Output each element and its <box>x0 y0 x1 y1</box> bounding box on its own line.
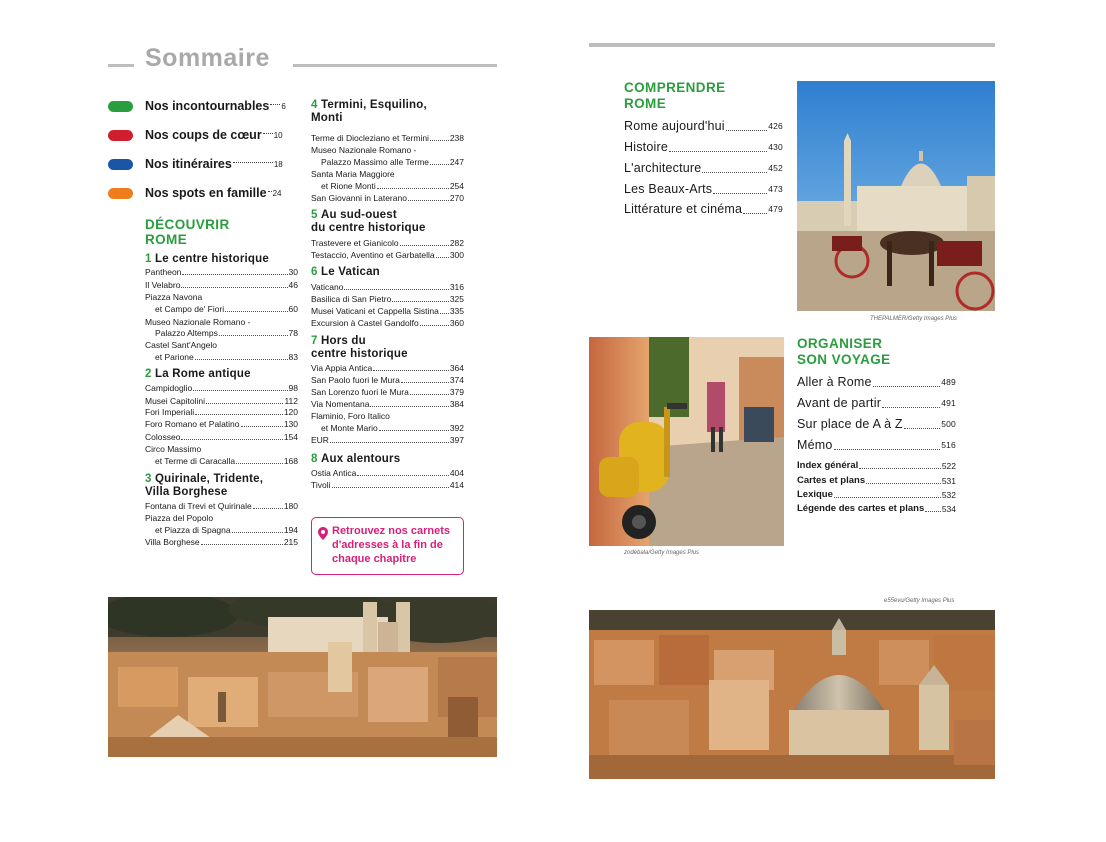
toc-entry[interactable]: Terme di Diocleziano et Termini 238 <box>311 133 464 143</box>
toc-entry[interactable]: EUR 397 <box>311 435 464 445</box>
photo-credit: THEPALMER/Getty Images Plus <box>870 316 957 322</box>
toc-entry[interactable]: L'architecture 452 <box>624 161 783 175</box>
chapter-5-title[interactable]: 5 Au sud-ouest du centre historique <box>311 209 426 234</box>
toc-entry[interactable]: Colosseo 154 <box>145 432 298 442</box>
dome-skyline-photo <box>589 610 995 779</box>
toc-entry[interactable]: Fori Imperiali 120 <box>145 407 298 417</box>
toc-entry[interactable]: Piazza del Popolo <box>145 513 214 523</box>
highlight-page: 18 <box>273 159 283 169</box>
chapter-4-title[interactable]: 4 Termini, Esquilino, Monti <box>311 99 427 124</box>
toc-entry[interactable]: et Campo de' Fiori 60 <box>155 304 298 314</box>
toc-entry[interactable]: et Monte Mario 392 <box>321 423 464 433</box>
toc-entry[interactable]: Index général 522 <box>797 460 956 471</box>
toc-entry[interactable]: Excursion à Castel Gandolfo 360 <box>311 318 464 328</box>
section-title-organiser: ORGANISER SON VOYAGE <box>797 336 891 367</box>
toc-entry[interactable]: Via Nomentana 384 <box>311 399 464 409</box>
highlight-coups-de-coeur[interactable] <box>108 128 283 142</box>
toc-entry[interactable]: Aller à Rome 489 <box>797 375 956 389</box>
toc-entry[interactable]: Lexique 532 <box>797 489 956 500</box>
toc-entry[interactable]: Flaminio, Foro Italico <box>311 411 390 421</box>
toc-entry[interactable]: et Terme di Caracalla 168 <box>155 456 298 466</box>
toc-entry[interactable]: Il Velabro 46 <box>145 280 298 290</box>
vespa-street-photo <box>589 337 784 546</box>
toc-entry[interactable]: Légende des cartes et plans 534 <box>797 503 956 514</box>
highlight-famille[interactable] <box>108 186 281 200</box>
highlight-page: 10 <box>273 130 283 140</box>
callout-text-line: Retrouvez nos carnets <box>332 525 450 537</box>
toc-entry[interactable]: Campidoglio 98 <box>145 383 298 393</box>
chapter-3-title[interactable]: 3 Quirinale, Tridente, Villa Borghese <box>145 473 264 498</box>
chapter-7-title[interactable]: 7 Hors du centre historique <box>311 335 408 360</box>
toc-entry[interactable]: Villa Borghese 215 <box>145 537 298 547</box>
highlight-itineraires[interactable] <box>108 157 283 171</box>
toc-entry[interactable]: Vaticano 316 <box>311 282 464 292</box>
section-title-decouvrir: DÉCOUVRIR ROME <box>145 217 230 247</box>
toc-entry[interactable]: Littérature et cinéma 479 <box>624 202 783 216</box>
toc-entry[interactable]: Avant de partir 491 <box>797 396 956 410</box>
toc-entry[interactable]: Musei Vaticani et Cappella Sistina 335 <box>311 306 464 316</box>
photo-credit: zodebala/Getty Images Plus <box>624 550 700 556</box>
highlight-label: Nos itinéraires <box>145 157 232 171</box>
toc-entry[interactable]: Museo Nazionale Romano - <box>311 145 417 155</box>
chapter-2-title[interactable]: 2 La Rome antique <box>145 368 251 380</box>
highlight-page: 24 <box>272 188 282 198</box>
toc-entry[interactable]: et Piazza di Spagna 194 <box>155 525 298 535</box>
callout-text-line: d'adresses à la fin de <box>332 539 443 551</box>
chapter-1-title[interactable]: 1 Le centre historique <box>145 253 269 265</box>
rome-skyline-photo <box>108 597 497 757</box>
toc-entry[interactable]: et Parione 83 <box>155 352 298 362</box>
toc-entry[interactable]: Testaccio, Aventino et Garbatella 300 <box>311 250 464 260</box>
toc-entry[interactable]: Sur place de A à Z 500 <box>797 417 956 431</box>
toc-entry[interactable]: Palazzo Altemps 78 <box>155 328 298 338</box>
header-rule-right <box>589 43 995 47</box>
toc-entry[interactable]: et Rione Monti 254 <box>321 181 464 191</box>
toc-entry[interactable]: Ostia Antica 404 <box>311 468 464 478</box>
callout-text-line: chaque chapitre <box>332 553 417 565</box>
toc-entry[interactable]: Circo Massimo <box>145 444 202 454</box>
toc-entry[interactable]: San Giovanni in Laterano 270 <box>311 193 464 203</box>
orange-tab-icon <box>108 188 133 199</box>
page-title: Sommaire <box>145 44 270 72</box>
chapter-8-title[interactable]: 8 Aux alentours <box>311 453 401 465</box>
green-tab-icon <box>108 101 133 112</box>
address-callout-box <box>311 517 464 575</box>
toc-entry[interactable]: Via Appia Antica 364 <box>311 363 464 373</box>
section-title-comprendre: COMPRENDRE ROME <box>624 80 726 111</box>
toc-entry[interactable]: Castel Sant'Angelo <box>145 340 218 350</box>
highlight-page: 6 <box>281 101 286 111</box>
photo-credit: e55evu/Getty Images Plus <box>884 598 955 604</box>
highlight-label: Nos spots en famille <box>145 186 267 200</box>
toc-entry[interactable]: Musei Capitolini 112 <box>145 396 298 406</box>
toc-entry[interactable]: Trastevere et Gianicolo 282 <box>311 238 464 248</box>
toc-entry[interactable]: Santa Maria Maggiore <box>311 169 395 179</box>
toc-entry[interactable]: Pantheon 30 <box>145 267 298 277</box>
toc-entry[interactable]: Fontana di Trevi et Quirinale 180 <box>145 501 298 511</box>
toc-entry[interactable]: Museo Nazionale Romano - <box>145 317 251 327</box>
st-peter-square-photo <box>797 81 995 311</box>
toc-entry[interactable]: Basilica di San Pietro 325 <box>311 294 464 304</box>
toc-entry[interactable]: Piazza Navona <box>145 292 203 302</box>
toc-entry[interactable]: Rome aujourd'hui 426 <box>624 119 783 133</box>
highlight-incontournables[interactable] <box>108 99 286 113</box>
toc-entry[interactable]: Mémo 516 <box>797 438 956 452</box>
red-tab-icon <box>108 130 133 141</box>
toc-entry[interactable]: San Lorenzo fuori le Mura 379 <box>311 387 464 397</box>
toc-entry[interactable]: Foro Romano et Palatino 130 <box>145 419 298 429</box>
toc-entry[interactable]: Palazzo Massimo alle Terme 247 <box>321 157 464 167</box>
toc-entry[interactable]: Les Beaux-Arts 473 <box>624 182 783 196</box>
map-pin-icon <box>318 527 328 540</box>
chapter-6-title[interactable]: 6 Le Vatican <box>311 266 380 278</box>
toc-entry[interactable]: Cartes et plans 531 <box>797 475 956 486</box>
blue-tab-icon <box>108 159 133 170</box>
highlight-label: Nos coups de cœur <box>145 128 262 142</box>
toc-entry[interactable]: Tivoli 414 <box>311 480 464 490</box>
header-rule-left-short <box>108 64 134 67</box>
toc-entry[interactable]: San Paolo fuori le Mura 374 <box>311 375 464 385</box>
header-rule-left-long <box>293 64 497 67</box>
highlight-label: Nos incontournables <box>145 99 270 113</box>
toc-entry[interactable]: Histoire 430 <box>624 140 783 154</box>
